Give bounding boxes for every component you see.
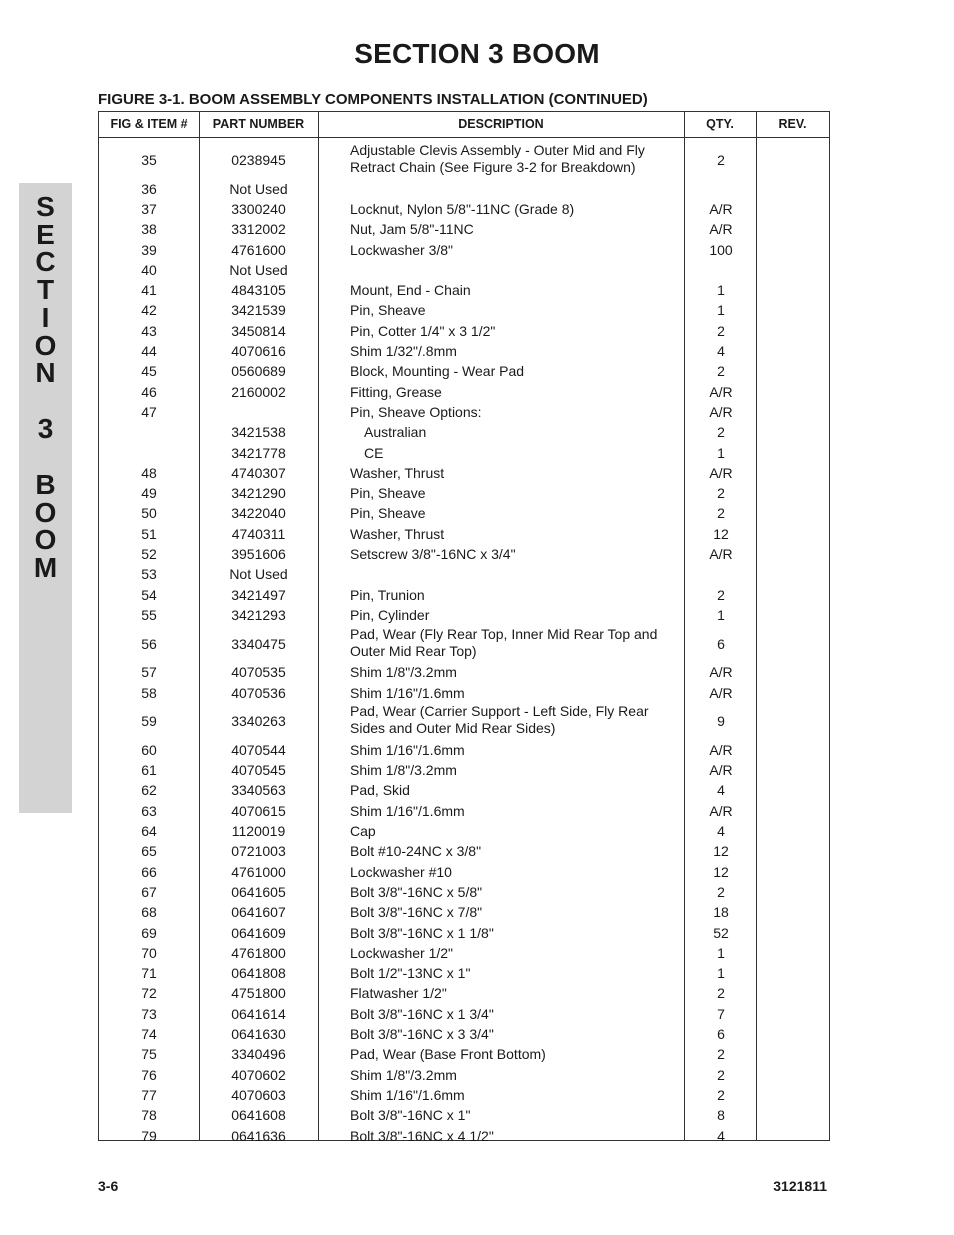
part-number-cell: 0641808 [231, 965, 286, 982]
quantity-cell: A/R [709, 741, 733, 758]
part-number-cell: 3421293 [231, 606, 286, 623]
description-cell: Bolt 1/2"-13NC x 1" [350, 965, 471, 982]
description-cell: Shim 1/16"/1.6mm [350, 741, 465, 758]
part-number-cell: 3421778 [231, 444, 286, 461]
description-cell: Block, Mounting - Wear Pad [350, 363, 525, 380]
part-number-cell: 0641609 [231, 924, 286, 941]
quantity-cell: 12 [713, 863, 729, 880]
item-number-cell: 64 [141, 823, 157, 840]
table-row [99, 882, 829, 902]
side-tab-letter: B [35, 469, 56, 500]
item-number-cell: 55 [141, 606, 157, 623]
part-number-cell: 3421538 [231, 424, 286, 441]
table-row [99, 1045, 829, 1065]
quantity-cell: A/R [709, 221, 733, 238]
page-number: 3-6 [98, 1178, 119, 1194]
quantity-cell: 2 [717, 363, 725, 380]
table-row [99, 142, 829, 179]
part-number-cell: Not Used [229, 566, 288, 583]
table-row [99, 585, 829, 605]
description-cell: Pin, Sheave [350, 505, 426, 522]
part-number-cell: 0641630 [231, 1026, 286, 1043]
quantity-cell: 1 [717, 444, 725, 461]
part-number-cell: 0560689 [231, 363, 286, 380]
quantity-cell: 7 [717, 1005, 725, 1022]
header-item: FIG & ITEM # [110, 117, 188, 131]
part-number-cell: 0641605 [231, 883, 286, 900]
quantity-cell: 2 [717, 152, 725, 168]
table-row [99, 524, 829, 544]
table-row [99, 1085, 829, 1105]
item-number-cell: 46 [141, 383, 157, 400]
part-number-cell: 4740307 [231, 464, 286, 481]
item-number-cell: 50 [141, 505, 157, 522]
item-number-cell: 47 [141, 403, 157, 420]
table-row [99, 903, 829, 923]
part-number-cell: 4761000 [231, 863, 286, 880]
quantity-cell: 1 [717, 302, 725, 319]
item-number-cell: 38 [141, 221, 157, 238]
table-row [99, 565, 829, 585]
table-row [99, 1004, 829, 1024]
description-cell: Pad, Skid [350, 782, 410, 799]
table-row [99, 1106, 829, 1126]
table-row [99, 842, 829, 862]
description-cell: Shim 1/32"/.8mm [350, 343, 457, 360]
table-row [99, 423, 829, 443]
section-side-tab [19, 183, 72, 813]
table-row [99, 683, 829, 703]
side-tab-letter: O [34, 497, 57, 528]
description-cell: Washer, Thrust [350, 525, 445, 542]
part-number-cell: 4740311 [231, 525, 286, 542]
quantity-cell: 2 [717, 985, 725, 1002]
part-number-cell: 0641614 [231, 1005, 286, 1022]
item-number-cell: 74 [141, 1026, 157, 1043]
side-tab-letter: M [33, 552, 58, 583]
item-number-cell: 40 [141, 261, 157, 278]
table-row [99, 240, 829, 260]
quantity-cell: 2 [717, 505, 725, 522]
item-number-cell: 44 [141, 343, 157, 360]
quantity-cell: 12 [713, 843, 729, 860]
description-cell: Lockwasher 1/2" [350, 944, 454, 961]
table-row [99, 199, 829, 219]
table-row [99, 260, 829, 280]
description-cell: Pad, Wear (Carrier Support - Left Side, Fly Rear Sides and Outer Mid Rear Sides) [350, 703, 649, 737]
figure-caption: FIGURE 3-1. BOOM ASSEMBLY COMPONENTS INSTALLATION (CONTINUED) [98, 91, 648, 108]
table-row [99, 544, 829, 564]
description-cell: Pin, Sheave Options: [350, 403, 482, 420]
item-number-cell: 63 [141, 802, 157, 819]
part-number-cell: 4843105 [231, 282, 286, 299]
side-tab-letter: 3 [37, 413, 54, 444]
quantity-cell: 9 [717, 713, 725, 730]
table-row [99, 761, 829, 781]
description-cell: Cap [350, 823, 376, 840]
part-number-cell: 3312002 [231, 221, 286, 238]
item-number-cell: 51 [141, 525, 157, 542]
table-row [99, 740, 829, 760]
description-cell: Pad, Wear (Fly Rear Top, Inner Mid Rear Top and Outer Mid Rear Top) [350, 625, 658, 659]
description-cell: Flatwasher 1/2" [350, 985, 447, 1002]
description-cell: Nut, Jam 5/8"-11NC [350, 221, 474, 238]
table-row [99, 301, 829, 321]
table-row [99, 463, 829, 483]
item-number-cell: 49 [141, 485, 157, 502]
side-tab-letter: O [34, 524, 57, 555]
description-cell: Bolt #10-24NC x 3/8" [350, 843, 482, 860]
quantity-cell: A/R [709, 684, 733, 701]
item-number-cell: 70 [141, 944, 157, 961]
item-number-cell: 68 [141, 904, 157, 921]
part-number-cell: 4070544 [231, 741, 286, 758]
part-number-cell: 3300240 [231, 200, 286, 217]
table-row [99, 821, 829, 841]
document-number: 3121811 [773, 1178, 827, 1194]
table-row [99, 626, 829, 663]
quantity-cell: 2 [717, 424, 725, 441]
item-number-cell: 72 [141, 985, 157, 1002]
item-number-cell: 53 [141, 566, 157, 583]
item-number-cell: 39 [141, 241, 157, 258]
description-cell: Australian [364, 424, 427, 441]
item-number-cell: 56 [141, 635, 157, 652]
table-row [99, 1126, 829, 1146]
part-number-cell: 4070616 [231, 343, 286, 360]
description-cell: Shim 1/8"/3.2mm [350, 664, 457, 681]
item-number-cell: 54 [141, 586, 157, 603]
part-number-cell: 4070615 [231, 802, 286, 819]
item-number-cell: 57 [141, 664, 157, 681]
quantity-cell: 2 [717, 485, 725, 502]
table-row [99, 862, 829, 882]
part-number-cell: 3421539 [231, 302, 286, 319]
description-cell: Pin, Cylinder [350, 606, 430, 623]
table-row [99, 382, 829, 402]
quantity-cell: 6 [717, 635, 725, 652]
quantity-cell: 18 [713, 904, 729, 921]
header-divider [99, 137, 829, 138]
quantity-cell: 8 [717, 1107, 725, 1124]
side-tab-letter: S [36, 191, 55, 222]
item-number-cell: 69 [141, 924, 157, 941]
item-number-cell: 61 [141, 762, 157, 779]
part-number-cell: 4070602 [231, 1066, 286, 1083]
part-number-cell: 3340563 [231, 782, 286, 799]
table-row [99, 605, 829, 625]
quantity-cell: 6 [717, 1026, 725, 1043]
description-cell: Locknut, Nylon 5/8"-11NC (Grade 8) [350, 200, 575, 217]
part-number-cell: 0641607 [231, 904, 286, 921]
quantity-cell: A/R [709, 802, 733, 819]
quantity-cell: 2 [717, 883, 725, 900]
description-cell: Setscrew 3/8"-16NC x 3/4" [350, 546, 516, 563]
part-number-cell: 2160002 [231, 383, 286, 400]
description-cell: Pin, Sheave [350, 485, 426, 502]
side-tab-letter: T [36, 274, 55, 305]
quantity-cell: A/R [709, 664, 733, 681]
item-number-cell: 60 [141, 741, 157, 758]
part-number-cell: 1120019 [231, 823, 286, 840]
item-number-cell: 43 [141, 322, 157, 339]
quantity-cell: 1 [717, 606, 725, 623]
table-row [99, 484, 829, 504]
description-cell: Adjustable Clevis Assembly - Outer Mid and Fly Retract Chain (See Figure 3-2 for Breakdown) [350, 142, 645, 175]
item-number-cell: 52 [141, 546, 157, 563]
description-cell: Lockwasher #10 [350, 863, 452, 880]
quantity-cell: 100 [709, 241, 733, 258]
part-number-cell: 3340496 [231, 1046, 286, 1063]
description-cell: Bolt 3/8"-16NC x 3 3/4" [350, 1026, 494, 1043]
item-number-cell: 77 [141, 1086, 157, 1103]
part-number-cell: 3450814 [231, 322, 286, 339]
description-cell: Bolt 3/8"-16NC x 1" [350, 1107, 471, 1124]
part-number-cell: 4070535 [231, 664, 286, 681]
item-number-cell: 37 [141, 200, 157, 217]
item-number-cell: 48 [141, 464, 157, 481]
part-number-cell: 3421497 [231, 586, 286, 603]
item-number-cell: 65 [141, 843, 157, 860]
quantity-cell: 2 [717, 322, 725, 339]
description-cell: CE [364, 444, 384, 461]
quantity-cell: 1 [717, 965, 725, 982]
description-cell: Bolt 3/8"-16NC x 1 1/8" [350, 924, 494, 941]
description-cell: Washer, Thrust [350, 464, 445, 481]
item-number-cell: 58 [141, 684, 157, 701]
table-row [99, 281, 829, 301]
table-row [99, 801, 829, 821]
part-number-cell: 3422040 [231, 505, 286, 522]
quantity-cell: 12 [713, 525, 729, 542]
part-number-cell: Not Used [229, 180, 288, 197]
item-number-cell: 71 [141, 965, 157, 982]
description-cell: Fitting, Grease [350, 383, 442, 400]
table-row [99, 663, 829, 683]
side-tab-letter: I [41, 302, 50, 333]
table-row [99, 1065, 829, 1085]
table-row [99, 220, 829, 240]
table-row [99, 943, 829, 963]
item-number-cell: 42 [141, 302, 157, 319]
table-row [99, 984, 829, 1004]
item-number-cell: 36 [141, 180, 157, 197]
quantity-cell: 4 [717, 1127, 725, 1144]
quantity-cell: 52 [713, 924, 729, 941]
description-cell: Bolt 3/8"-16NC x 1 3/4" [350, 1005, 494, 1022]
description-cell: Pad, Wear (Base Front Bottom) [350, 1046, 546, 1063]
description-cell: Pin, Trunion [350, 586, 425, 603]
table-row [99, 703, 829, 740]
table-row [99, 781, 829, 801]
parts-table [98, 111, 830, 1144]
description-cell: Pin, Cotter 1/4" x 3 1/2" [350, 322, 496, 339]
table-row [99, 1024, 829, 1044]
part-number-cell: 0721003 [231, 843, 286, 860]
table-row [99, 362, 829, 382]
item-number-cell: 45 [141, 363, 157, 380]
part-number-cell: 4070603 [231, 1086, 286, 1103]
description-cell: Bolt 3/8"-16NC x 7/8" [350, 904, 483, 921]
item-number-cell: 73 [141, 1005, 157, 1022]
table-row [99, 923, 829, 943]
item-number-cell: 76 [141, 1066, 157, 1083]
description-cell: Bolt 3/8"-16NC x 5/8" [350, 883, 483, 900]
description-cell: Shim 1/16"/1.6mm [350, 1086, 465, 1103]
header-description: DESCRIPTION [458, 117, 544, 131]
quantity-cell: 2 [717, 1066, 725, 1083]
description-cell: Shim 1/8"/3.2mm [350, 1066, 457, 1083]
item-number-cell: 59 [141, 713, 157, 730]
quantity-cell: A/R [709, 762, 733, 779]
part-number-cell: 3340475 [231, 635, 286, 652]
table-row [99, 504, 829, 524]
quantity-cell: 1 [717, 944, 725, 961]
header-rev: REV. [778, 117, 807, 131]
quantity-cell: 1 [717, 282, 725, 299]
quantity-cell: A/R [709, 383, 733, 400]
item-number-cell: 78 [141, 1107, 157, 1124]
side-tab-letter: C [35, 246, 56, 277]
part-number-cell: 3421290 [231, 485, 286, 502]
item-number-cell: 66 [141, 863, 157, 880]
part-number-cell: 4070545 [231, 762, 286, 779]
item-number-cell: 67 [141, 883, 157, 900]
part-number-cell: Not Used [229, 261, 288, 278]
side-tab-letter: O [34, 330, 57, 361]
part-number-cell: 4070536 [231, 684, 286, 701]
quantity-cell: 2 [717, 1086, 725, 1103]
quantity-cell: A/R [709, 546, 733, 563]
page-title: SECTION 3 BOOM [354, 38, 600, 69]
item-number-cell: 41 [141, 282, 157, 299]
description-cell: Shim 1/8"/3.2mm [350, 762, 457, 779]
part-number-cell: 0641636 [231, 1127, 286, 1144]
description-cell: Bolt 3/8"-16NC x 4 1/2" [350, 1127, 494, 1144]
quantity-cell: A/R [709, 200, 733, 217]
part-number-cell: 4761800 [231, 944, 286, 961]
part-number-cell: 3340263 [231, 713, 286, 730]
quantity-cell: 2 [717, 1046, 725, 1063]
part-number-cell: 3951606 [231, 546, 286, 563]
side-tab-letter: N [35, 357, 56, 388]
part-number-cell: 4761600 [231, 241, 286, 258]
description-cell: Mount, End - Chain [350, 282, 471, 299]
description-cell: Shim 1/16"/1.6mm [350, 684, 465, 701]
item-number-cell: 79 [141, 1127, 157, 1144]
item-number-cell: 75 [141, 1046, 157, 1063]
item-number-cell: 62 [141, 782, 157, 799]
part-number-cell: 4751800 [231, 985, 286, 1002]
header-qty: QTY. [706, 117, 734, 131]
header-part-number: PART NUMBER [212, 117, 305, 131]
quantity-cell: A/R [709, 403, 733, 420]
side-tab-letter: E [36, 219, 55, 250]
table-row [99, 341, 829, 361]
part-number-cell: 0238945 [231, 152, 286, 168]
quantity-cell: A/R [709, 464, 733, 481]
description-cell: Lockwasher 3/8" [350, 241, 454, 258]
table-row [99, 443, 829, 463]
quantity-cell: 2 [717, 586, 725, 603]
quantity-cell: 4 [717, 343, 725, 360]
table-row [99, 321, 829, 341]
description-cell: Pin, Sheave [350, 302, 426, 319]
description-cell: Shim 1/16"/1.6mm [350, 802, 465, 819]
table-row [99, 402, 829, 422]
quantity-cell: 4 [717, 782, 725, 799]
table-row [99, 964, 829, 984]
table-row [99, 179, 829, 199]
quantity-cell: 4 [717, 823, 725, 840]
part-number-cell: 0641608 [231, 1107, 286, 1124]
item-number-cell: 35 [141, 152, 157, 168]
